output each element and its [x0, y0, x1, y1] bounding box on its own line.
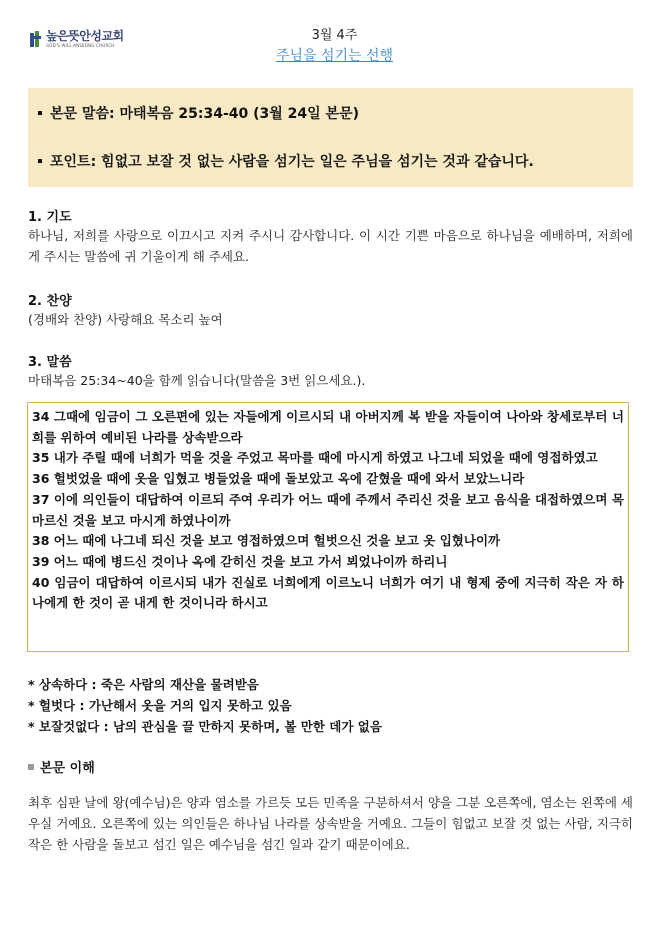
- vocabulary-item: * 상속하다 : 죽은 사람의 재산을 물려받음: [28, 677, 259, 692]
- verse-40: 40 임금이 대답하여 이르시되 내가 진실로 너희에게 이르노니 너희가 여기 내 형제 중에 지극히 작은 자 하나에게 한 것이 곧 내게 한 것이니라 하시고: [32, 574, 624, 611]
- square-bullet-icon: [28, 764, 34, 770]
- verse-34: 34 그때에 임금이 그 오른편에 있는 자들에게 이르시되 내 아버지께 복 받을 자들이여 나아와 창세로부터 너희를 위하여 예비된 나라를 상속받으라: [32, 409, 624, 445]
- prayer-heading: 1. 기도: [28, 210, 72, 225]
- bullet-icon: [38, 159, 42, 163]
- understanding-text: 최후 심판 날에 왕(예수님)은 양과 염소를 가르듯 모든 민족을 구분하셔서 양을 그분 오른쪽에, 염소는 왼쪽에 세우실 거예요. 오른쪽에 있는 의인들은 하나님 나라를 상속받을 거예요. 그들이 힘없고 보잘 것 없는 사람, 지극히 작은 한 사람을 돌보고 섬긴 일은 예수님을 섬긴 일과 같기 때문이에요.: [28, 795, 633, 852]
- verse-38: 38 어느 때에 나그네 되신 것을 보고 영접하였으며 헐벗으신 것을 보고 옷 입혔나이까: [32, 533, 501, 549]
- scripture-reference: 본문 말씀: 마태복음 25:34-40 (3월 24일 본문): [50, 106, 360, 122]
- vocabulary-item: * 헐벗다 : 가난해서 옷을 거의 입지 못하고 있음: [28, 698, 292, 713]
- word-text: 마태복음 25:34~40을 함께 읽습니다(말씀을 3번 읽으세요.).: [28, 373, 366, 388]
- understanding-heading-text: 본문 이해: [40, 761, 95, 776]
- lesson-title: 주님을 섬기는 선행: [275, 48, 394, 64]
- prayer-text: 하나님, 저희를 사랑으로 이끄시고 지켜 주시니 감사합니다. 이 시간 기쁜 마음으로 하나님을 예배하며, 저희에게 주시는 말씀에 귀 기울이게 해 주세요.: [28, 228, 633, 264]
- logo-name: 높은뜻안성교회: [46, 29, 124, 43]
- vocabulary-item: * 보잘것없다 : 남의 관심을 끌 만하지 못하며, 볼 만한 데가 없음: [28, 719, 382, 734]
- verse-37: 37 이에 의인들이 대답하여 이르되 주여 우리가 어느 때에 주께서 주리신 것을 보고 음식을 대접하였으며 목마르신 것을 보고 마시게 하였나이까: [32, 491, 624, 528]
- verse-35: 35 내가 주릴 때에 너희가 먹을 것을 주었고 목마를 때에 마시게 하였고 나그네 되었을 때에 영접하였고: [32, 450, 598, 466]
- praise-text: (경배와 찬양) 사랑해요 목소리 높여: [28, 312, 223, 327]
- point-text: 포인트: 힘없고 보잘 것 없는 사람을 섬기는 일은 주님을 섬기는 것과 같습니다.: [50, 154, 534, 170]
- vocabulary-list: [28, 674, 382, 737]
- word-heading: 3. 말씀: [28, 355, 72, 370]
- logo-subtitle: GOD'S WILL ANSEONG CHURCH: [46, 43, 115, 48]
- point-line: [38, 151, 534, 171]
- scripture-box: [27, 402, 629, 652]
- verse-36: 36 헐벗었을 때에 옷을 입혔고 병들었을 때에 돌보았고 옥에 갇혔을 때에 와서 보았느니라: [32, 471, 525, 487]
- praise-heading: 2. 찬양: [28, 294, 72, 309]
- understanding-heading: [28, 757, 95, 776]
- verse-39: 39 어느 때에 병드신 것이나 옥에 갇히신 것을 보고 가서 뵈었나이까 하리니: [32, 553, 448, 569]
- bullet-icon: [38, 111, 42, 115]
- week-label: 3월 4주: [311, 28, 358, 43]
- scripture-reference-line: [38, 103, 359, 123]
- summary-box: [28, 88, 633, 187]
